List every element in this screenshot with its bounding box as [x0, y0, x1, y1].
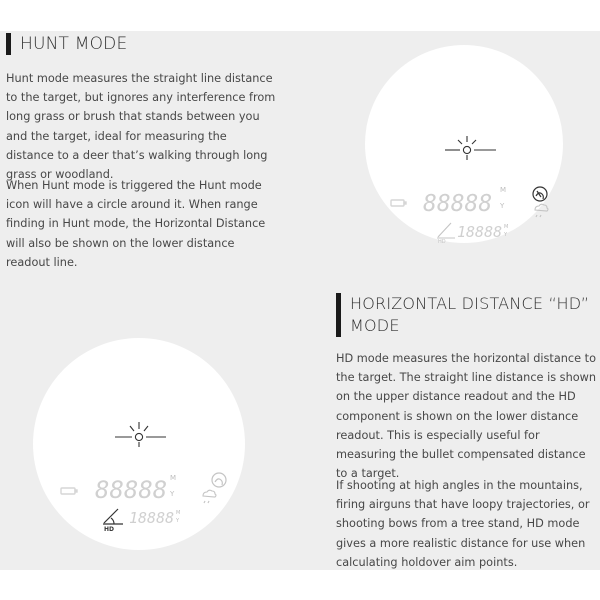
hd-mode-paragraph-2: If shooting at high angles in the mountains, firing airguns that have loopy trajectories, or shooting bows from a tree stand, HD mode gives a more realistic distance for use when calculating holdover aim points. [336, 479, 590, 569]
hunt-mode-paragraph-2: When Hunt mode is triggered the Hunt mode icon will have a circle around it. When range finding in Hunt mode, the Horizontal Distance will also be shown on the lower distance readout line. [6, 179, 266, 269]
hd-mode-title-line-1: HORIZONTAL DISTANCE “HD” [350, 294, 590, 313]
hd-mode-display [33, 338, 245, 550]
weather-icon [203, 490, 216, 503]
hd-mode-heading [336, 293, 589, 337]
hunt-mode-title: HUNT MODE [20, 34, 128, 54]
upper-distance-readout: 88888 [423, 191, 493, 217]
upper-unit-m: M [170, 474, 177, 482]
lower-unit-y: Y [176, 518, 180, 524]
hunt-mode-icon [212, 473, 226, 487]
battery-icon [61, 488, 77, 494]
angle-icon [103, 509, 123, 524]
lower-unit-m: M [504, 224, 509, 230]
heading-bar [336, 293, 341, 337]
hunt-mode-icon [533, 187, 547, 201]
hd-mode-paragraph-1: HD mode measures the horizontal distance to the target. The straight line distance is shown on the upper distance readout and the HD component is shown on the lower distance readout. This is especially useful for measuring the bullet compensated distance to a target. [336, 352, 597, 481]
hd-mode-display-graphic [33, 338, 245, 550]
hunt-mode-display [365, 45, 563, 243]
lower-distance-readout: 18888 [129, 509, 175, 527]
hd-label: HD [438, 239, 446, 243]
battery-icon [391, 200, 406, 206]
lower-unit-y: Y [504, 232, 508, 238]
upper-unit-y: Y [500, 202, 505, 210]
hd-mode-title-line-2: MODE [350, 316, 400, 335]
crosshair-icon [115, 422, 166, 447]
angle-icon [437, 223, 455, 238]
hunt-mode-display-graphic [365, 45, 563, 243]
hd-label: HD [104, 526, 115, 533]
lower-unit-m: M [176, 510, 181, 516]
crosshair-icon [445, 136, 496, 160]
upper-unit-m: M [500, 186, 507, 194]
weather-icon [535, 204, 548, 217]
hunt-mode-heading [6, 33, 127, 55]
upper-distance-readout: 88888 [95, 476, 168, 504]
heading-bar [6, 33, 11, 55]
upper-unit-y: Y [170, 490, 175, 498]
lower-distance-readout: 18888 [457, 223, 503, 241]
hunt-mode-paragraph-1: Hunt mode measures the straight line distance to the target, but ignores any interference from long grass or brush that stands between you and the target, ideal for measuring the distance to a deer that’s walking through long grass or woodland. [6, 72, 276, 182]
